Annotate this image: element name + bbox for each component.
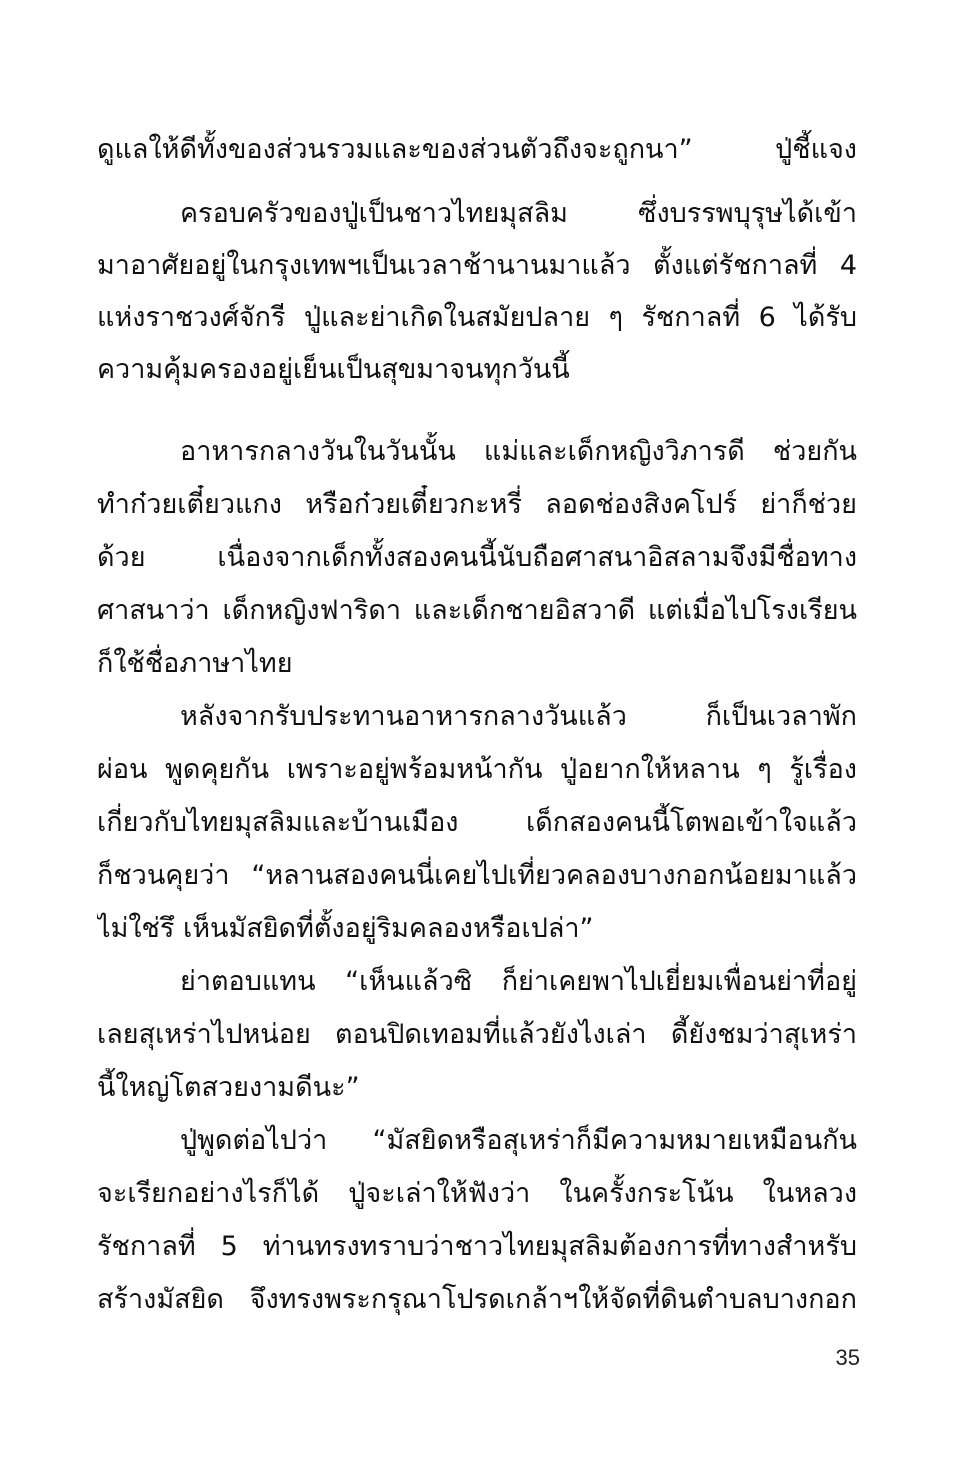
text-line: ครอบครัวของปู่เป็นชาวไทยมุสลิม ซึ่งบรรพบุรุษได้เข้า bbox=[180, 198, 857, 229]
text-line: มาอาศัยอยู่ในกรุงเทพฯเป็นเวลาช้านานมาแล้ว ตั้งแต่รัชกาลที่ 4 bbox=[97, 250, 857, 281]
text-line: จะเรียกอย่างไรก็ได้ ปู่จะเล่าให้ฟังว่า ในครั้งกระโน้น ในหลวง bbox=[97, 1178, 857, 1209]
text-line: แห่งราชวงศ์จักรี ปู่และย่าเกิดในสมัยปลาย ๆ รัชกาลที่ 6 ได้รับ bbox=[97, 302, 857, 333]
text-line: ย่าตอบแทน “เห็นแล้วซิ ก็ย่าเคยพาไปเยี่ยมเพื่อนย่าที่อยู่ bbox=[180, 966, 857, 997]
text-line: รัชกาลที่ 5 ท่านทรงทราบว่าชาวไทยมุสลิมต้องการที่ทางสำหรับ bbox=[97, 1231, 857, 1262]
text-line: ทำก๋วยเตี๋ยวแกง หรือก๋วยเตี๋ยวกะหรี่ ลอดช่องสิงคโปร์ ย่าก็ช่วย bbox=[97, 489, 857, 520]
text-line: ไม่ใช่รึ เห็นมัสยิดที่ตั้งอยู่ริมคลองหรือเปล่า” bbox=[97, 913, 594, 944]
text-line: ก็ชวนคุยว่า “หลานสองคนนี่เคยไปเที่ยวคลองบางกอกน้อยมาแล้ว bbox=[97, 860, 857, 891]
text-line: ดูแลให้ดีทั้งของส่วนรวมและของส่วนตัวถึงจะถูกนา” ปู่ชี้แจง bbox=[97, 134, 857, 165]
text-line: ผ่อน พูดคุยกัน เพราะอยู่พร้อมหน้ากัน ปู่อยากให้หลาน ๆ รู้เรื่อง bbox=[97, 754, 857, 785]
text-line: ศาสนาว่า เด็กหญิงฟาริดา และเด็กชายอิสวาดี แต่เมื่อไปโรงเรียน bbox=[97, 595, 857, 626]
text-line: ด้วย เนื่องจากเด็กทั้งสองคนนี้นับถือศาสนาอิสลามจึงมีชื่อทาง bbox=[97, 542, 857, 573]
text-line: ปู่พูดต่อไปว่า “มัสยิดหรือสุเหร่าก็มีความหมายเหมือนกัน bbox=[180, 1125, 857, 1156]
text-line: สร้างมัสยิด จึงทรงพระกรุณาโปรดเกล้าฯให้จัดที่ดินตำบลบางกอก bbox=[97, 1284, 857, 1315]
text-line: เลยสุเหร่าไปหน่อย ตอนปิดเทอมที่แล้วยังไงเล่า ดี้ยังชมว่าสุเหร่า bbox=[97, 1019, 857, 1050]
text-line: หลังจากรับประทานอาหารกลางวันแล้ว ก็เป็นเวลาพัก bbox=[180, 701, 857, 732]
page-number: 35 bbox=[835, 1345, 860, 1370]
text-line: นี้ใหญ่โตสวยงามดีนะ” bbox=[97, 1072, 360, 1103]
text-line: ความคุ้มครองอยู่เย็นเป็นสุขมาจนทุกวันนี้ bbox=[97, 354, 570, 385]
text-line: เกี่ยวกับไทยมุสลิมและบ้านเมือง เด็กสองคนนี้โตพอเข้าใจแล้ว bbox=[97, 807, 857, 838]
text-line: ก็ใช้ชื่อภาษาไทย bbox=[97, 648, 293, 679]
text-line: อาหารกลางวันในวันนั้น แม่และเด็กหญิงวิภารดี ช่วยกัน bbox=[180, 436, 857, 467]
